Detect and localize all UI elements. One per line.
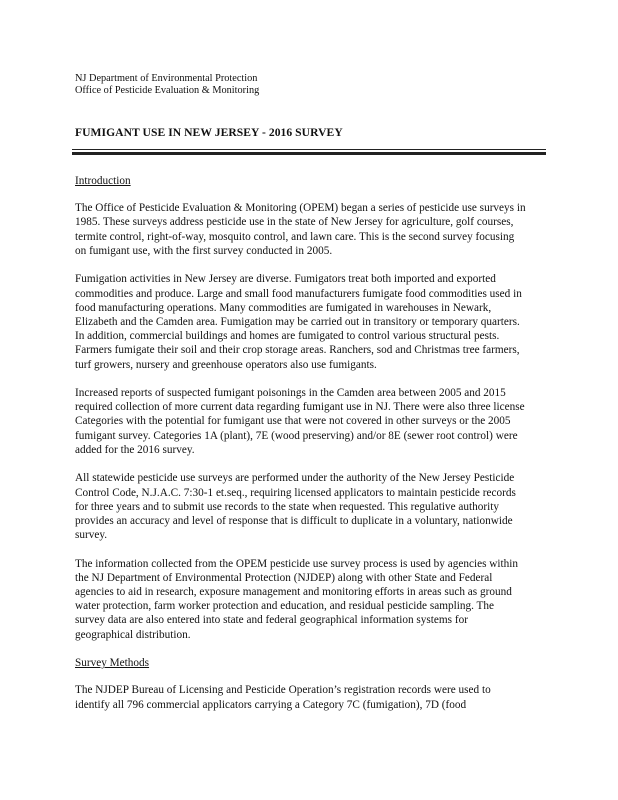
paragraph-line: The NJDEP Bureau of Licensing and Pesticide Operation’s registration records were used to — [75, 684, 491, 697]
paragraph-line: Categories with the potential for fumigant use that were not covered in other surveys or the 2005 — [75, 415, 511, 428]
office-name: Office of Pesticide Evaluation & Monitoring — [75, 85, 260, 96]
paragraph-line: food manufacturing operations. Many commodities are fumigated in warehouses in Newark, — [75, 301, 492, 314]
paragraph-line: for three years and to submit use records to the state when requested. This regulative authority — [75, 500, 500, 513]
introduction-paragraph — [75, 471, 553, 542]
paragraph-line: identify all 796 commercial applicators carrying a Category 7C (fumigation), 7D (food — [75, 698, 467, 711]
introduction-paragraph — [75, 201, 553, 258]
paragraph-line: survey data are also entered into state and federal geographical information systems for — [75, 614, 468, 627]
document-title: FUMIGANT USE IN NEW JERSEY - 2016 SURVEY — [75, 126, 343, 139]
paragraph-line: The Office of Pesticide Evaluation & Monitoring (OPEM) began a series of pesticide use surveys in — [75, 202, 526, 215]
paragraph-line: termite control, right-of-way, mosquito control, and lawn care. This is the second survey focusing — [75, 230, 515, 243]
introduction-section — [75, 201, 553, 642]
paragraph-line: provides an accuracy and level of response that is difficult to duplicate in a voluntary, nationwide — [75, 514, 513, 527]
survey-methods-section — [75, 683, 553, 711]
paragraph-line: on fumigant use, with the first survey conducted in 2005. — [75, 244, 333, 257]
introduction-paragraph — [75, 386, 553, 457]
title-rule-thin — [72, 149, 546, 150]
paragraph-line: All statewide pesticide use surveys are performed under the authority of the New Jersey Pesticide — [75, 472, 515, 485]
paragraph-line: Fumigation activities in New Jersey are diverse. Fumigators treat both imported and exported — [75, 273, 496, 286]
paragraph-line: Farmers fumigate their soil and their crop storage areas. Ranchers, sod and Christmas tree farmers, — [75, 344, 520, 357]
paragraph-line: Elizabeth and the Camden area. Fumigation may be carried out in transitory or temporary quarters. — [75, 315, 520, 328]
paragraph-line: required collection of more current data regarding fumigant use in NJ. There were also three license — [75, 401, 525, 414]
paragraph-line: 1985. These surveys address pesticide use in the state of New Jersey for agriculture, golf courses, — [75, 216, 514, 229]
paragraph-line: Increased reports of suspected fumigant poisonings in the Camden area between 2005 and 2015 — [75, 387, 506, 400]
title-rule-thick — [72, 152, 546, 155]
paragraph-line: geographical distribution. — [75, 628, 191, 641]
paragraph-line: agencies to aid in research, exposure management and monitoring efforts in areas such as ground — [75, 586, 512, 599]
paragraph-line: Control Code, N.J.A.C. 7:30-1 et.seq., requiring licensed applicators to maintain pesticide records — [75, 486, 516, 499]
paragraph-line: the NJ Department of Environmental Protection (NJDEP) along with other State and Federal — [75, 571, 493, 584]
introduction-heading: Introduction — [75, 175, 131, 187]
paragraph-line: added for the 2016 survey. — [75, 443, 195, 456]
paragraph-line: survey. — [75, 529, 108, 542]
paragraph-line: In addition, commercial buildings and homes are fumigated to control various structural pests. — [75, 330, 500, 343]
survey-methods-heading: Survey Methods — [75, 657, 150, 670]
paragraph-line: water protection, farm worker protection and education, and residual pesticide sampling. The — [75, 600, 495, 613]
survey-methods-paragraph — [75, 683, 553, 711]
paragraph-line: fumigant survey. Categories 1A (plant), 7E (wood preserving) and/or 8E (sewer root control) were — [75, 429, 518, 442]
introduction-paragraph — [75, 272, 553, 371]
paragraph-line: turf growers, nursery and greenhouse operators also use fumigants. — [75, 358, 377, 371]
paragraph-line: commodities and produce. Large and small food manufacturers fumigate food commodities used in — [75, 287, 522, 300]
document-header — [75, 73, 259, 97]
department-name: NJ Department of Environmental Protection — [75, 73, 258, 84]
document-body — [75, 174, 553, 726]
paragraph-line: The information collected from the OPEM pesticide use survey process is used by agencies within — [75, 557, 519, 570]
introduction-paragraph — [75, 557, 553, 642]
